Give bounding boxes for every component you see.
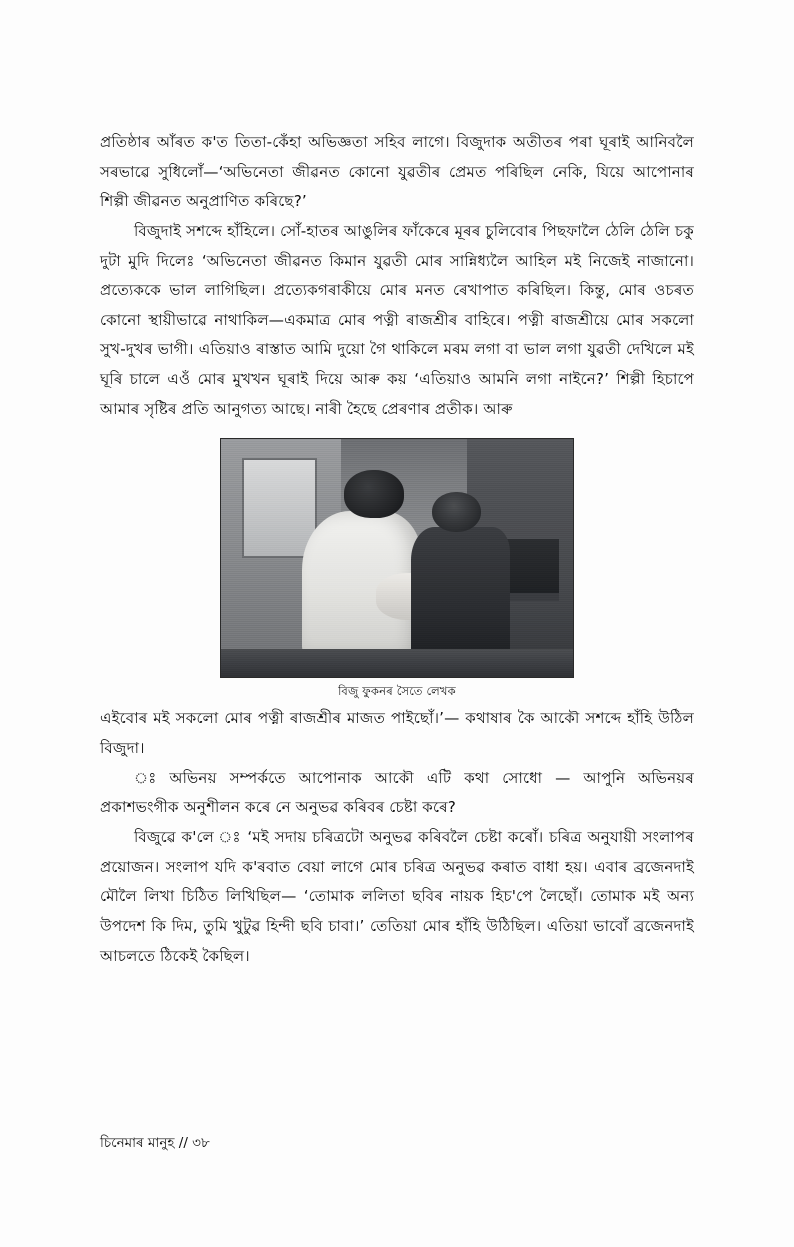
figure-caption: বিজু ফুকনৰ সৈতে লেখক bbox=[338, 684, 456, 699]
paragraph-2: বিজুদাই সশব্দে হাঁহিলে। সোঁ-হাতৰ আঙুলিৰ ফাঁকেৰে মূৰৰ চুলিবোৰ পিছফালৈ ঠেলি ঠেলি চকু দুটা মুদি দিলেঃ ‘অভিনেতা জীৱনত কিমান যুৱতী মোৰ সান্নিধ্যলৈ আহিল মই নিজেই নাজানো। প্ৰত্যেককে ভাল লাগিছিল। প্ৰত্যেকগৰাকীয়ে মোৰ মনত ৰেখাপাত কৰিছিল। কিন্তু, মোৰ ওচৰত কোনো স্থায়ীভাৱে নাথাকিল—একমাত্ৰ মোৰ পত্নী ৰাজশ্ৰীৰ বাহিৰে। পত্নী ৰাজশ্ৰীয়ে মোৰ সকলো সুখ-দুখৰ ভাগী। এতিয়াও ৰাস্তাত আমি দুয়ো গৈ থাকিলে মৰম লগা বা ভাল লগা যুৱতী দেখিলে মই ঘূৰি চালে এওঁ মোৰ মুখখন ঘূৰাই দিয়ে আৰু কয় ‘এতিয়াও আমনি লগা নাইনে?’ শিল্পী হিচাপে আমাৰ সৃষ্টিৰ প্ৰতি আনুগত্য আছে। নাৰী হৈছে প্ৰেৰণাৰ প্ৰতীক। আৰু bbox=[100, 221, 694, 418]
photo-grain-overlay bbox=[221, 439, 573, 677]
paragraph-4: ঃ অভিনয় সম্পৰ্কতে আপোনাক আকৌ এটি কথা সোধো — আপুনি অভিনয়ৰ প্ৰকাশভংগীক অনুশীলন কৰে নে অনুভৱ কৰিবৰ চেষ্টা কৰে? bbox=[100, 768, 694, 817]
paragraph-5: বিজুৱে ক'লে ঃ ‘মই সদায় চৰিত্ৰটো অনুভৱ কৰিবলৈ চেষ্টা কৰোঁ। চৰিত্ৰ অনুযায়ী সংলাপৰ প্ৰয়োজন। সংলাপ যদি ক'ৰবাত বেয়া লাগে মোৰ চৰিত্ৰ অনুভৱ কৰাত বাধা হয়। এবাৰ ব্ৰজেনদাই মৌলৈ লিখা চিঠিত লিখিছিল— ‘তোমাক ললিতা ছবিৰ নায়ক হিচ'পে লৈছোঁ। তোমাক মই অন্য উপদেশ কি দিম, তুমি খুটুৱ হিন্দী ছবি চাবা।’ তেতিয়া মোৰ হাঁহি উঠিছিল। এতিয়া ভাবোঁ ব্ৰজেনদাই আচলতে ঠিকেই কৈছিল। bbox=[100, 827, 694, 965]
paragraph-3: এইবোৰ মই সকলো মোৰ পত্নী ৰাজশ্ৰীৰ মাজত পাইছোঁ।’— কথাষাৰ কৈ আকৌ সশব্দে হাঁহি উঠিল বিজুদা। bbox=[100, 709, 694, 758]
paragraph-1: প্ৰতিষ্ঠাৰ আঁৰত ক'ত তিতা-কেঁহা অভিজ্ঞতা সহিব লাগে। বিজুদাক অতীতৰ পৰা ঘূৰাই আনিবলৈ সৰভাৱে সুধিলোঁ—‘অভিনেতা জীৱনত কোনো যুৱতীৰ প্ৰেমত পৰিছিল নেকি, যিয়ে আপোনাৰ শিল্পী জীৱনত অনুপ্ৰাণিত কৰিছে?’ bbox=[100, 133, 694, 211]
figure-block bbox=[100, 438, 694, 702]
page-content bbox=[100, 128, 694, 971]
page-footer: চিনেমাৰ মানুহ // ৩৮ bbox=[100, 1135, 210, 1151]
photo-biju-phukan-with-author bbox=[220, 438, 574, 678]
